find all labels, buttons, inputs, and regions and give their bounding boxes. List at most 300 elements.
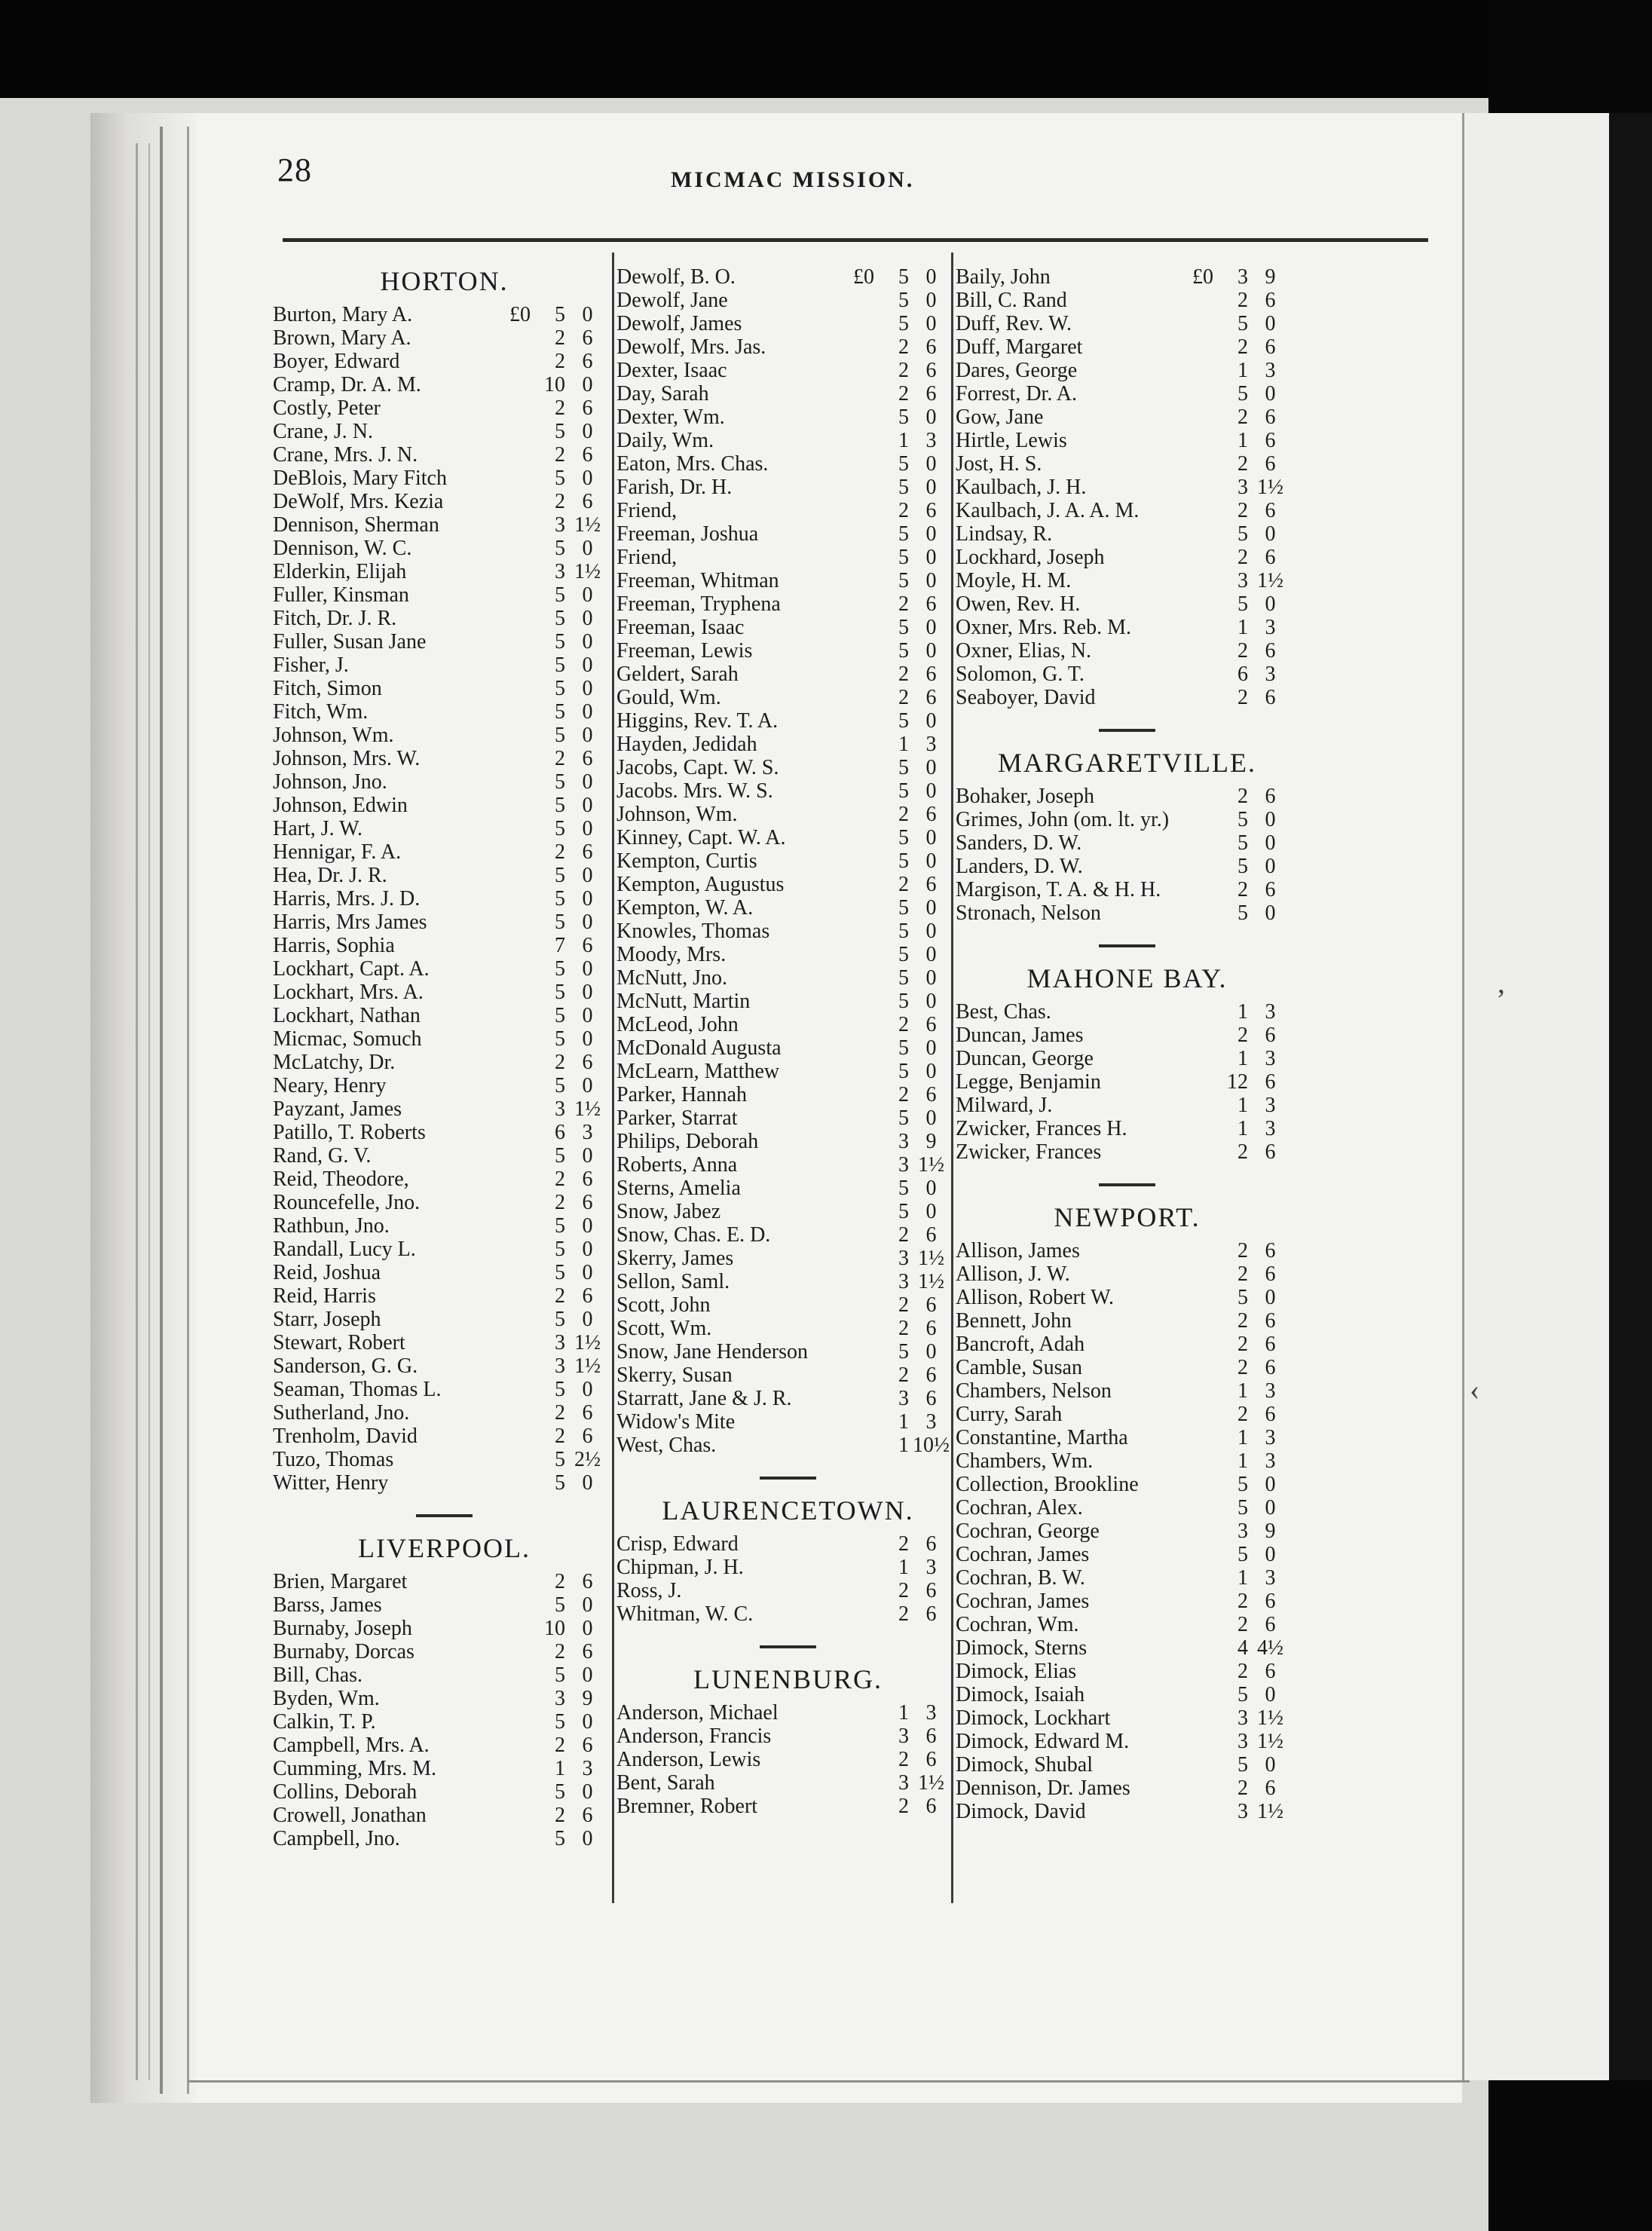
amount-pence: 0	[582, 1261, 593, 1284]
subscriber-name: Hirtle, Lewis	[956, 429, 1067, 452]
amount-shillings: 3	[1237, 569, 1248, 592]
subscriber-name: Dimock, David	[956, 1800, 1086, 1823]
amount-shillings: 1	[898, 429, 909, 452]
amount-pence: 3	[1265, 1000, 1276, 1024]
amount-shillings: 5	[1237, 901, 1248, 925]
amount-shillings: 3	[1237, 1800, 1248, 1823]
amount-shillings: 5	[1237, 1473, 1248, 1496]
subscriber-name: Fitch, Wm.	[273, 700, 369, 724]
subscriber-name: McDonald Augusta	[616, 1036, 782, 1060]
subscriber-row	[616, 639, 959, 663]
amount-shillings: 5	[898, 990, 909, 1013]
section-heading: LAURENCETOWN.	[662, 1495, 914, 1526]
subscriber-name: Tuzo, Thomas	[273, 1448, 394, 1471]
subscriber-row	[956, 452, 1299, 476]
subscriber-name: Harris, Mrs James	[273, 910, 427, 934]
amount-shillings: 2	[1237, 1309, 1248, 1333]
amount-shillings: 5	[898, 896, 909, 920]
subscriber-name: Dares, George	[956, 359, 1078, 382]
amount-pence: 6	[925, 1317, 937, 1340]
amount-pence: 0	[582, 700, 593, 724]
subscriber-row	[273, 1168, 616, 1191]
subscriber-row	[273, 1640, 616, 1663]
subscriber-name: Anderson, Francis	[616, 1725, 772, 1748]
subscriber-name: Owen, Rev. H.	[956, 592, 1081, 616]
amount-pence: 3	[925, 1701, 937, 1725]
amount-pence: 6	[925, 1795, 937, 1818]
amount-pence: 0	[582, 607, 593, 630]
subscriber-row	[956, 855, 1299, 878]
subscriber-row	[273, 490, 616, 513]
amount-pence: 9	[1265, 1519, 1276, 1543]
amount-shillings: 5	[555, 1144, 565, 1168]
subscriber-row	[956, 639, 1299, 663]
amount-shillings: 5	[1237, 312, 1248, 335]
subscriber-name: Cochran, George	[956, 1519, 1100, 1543]
amount-shillings: 5	[555, 537, 565, 560]
subscriber-name: Cochran, Alex.	[956, 1496, 1083, 1519]
subscriber-row	[273, 350, 616, 373]
amount-pence: 0	[1265, 855, 1276, 878]
amount-shillings: 5	[555, 700, 565, 724]
amount-shillings: 2	[898, 1602, 909, 1626]
subscriber-name: Freeman, Isaac	[616, 616, 745, 639]
amount-pence: 6	[1265, 639, 1276, 663]
amount-shillings: 5	[555, 887, 565, 910]
amount-pence: 0	[925, 522, 937, 546]
subscriber-row	[616, 686, 959, 709]
amount-shillings: 5	[555, 770, 565, 794]
amount-pence: 6	[582, 934, 593, 957]
amount-pence: 6	[582, 1425, 593, 1448]
amount-shillings: 2	[898, 499, 909, 522]
subscriber-name: Kempton, Curtis	[616, 849, 757, 873]
running-head: MICMAC MISSION.	[671, 167, 915, 192]
adjacent-page-shadow	[1609, 113, 1652, 2080]
amount-pence: 6	[582, 396, 593, 420]
subscriber-name: Barss, James	[273, 1593, 382, 1617]
amount-pence: 3	[925, 429, 937, 452]
subscriber-name: Ross, J.	[616, 1579, 682, 1602]
subscriber-row	[956, 405, 1299, 429]
amount-pence: 0	[582, 630, 593, 653]
amount-shillings: 2	[898, 1013, 909, 1036]
subscriber-row	[273, 1448, 616, 1471]
subscriber-row	[616, 1036, 959, 1060]
subscriber-name: Parker, Starrat	[616, 1106, 738, 1130]
amount-pence: 0	[925, 405, 937, 429]
subscriber-name: Dimock, Sterns	[956, 1636, 1088, 1660]
amount-shillings: 5	[555, 1027, 565, 1051]
amount-pence: 0	[925, 616, 937, 639]
amount-pence: 6	[1265, 499, 1276, 522]
subscriber-name: Reid, Harris	[273, 1284, 376, 1308]
amount-shillings: 2	[1237, 1590, 1248, 1613]
amount-pence: 6	[1265, 452, 1276, 476]
amount-shillings: 5	[555, 724, 565, 747]
subscriber-row	[616, 1701, 959, 1725]
subscriber-name: Elderkin, Elijah	[273, 560, 407, 583]
subscriber-name: Freeman, Whitman	[616, 569, 779, 592]
amount-shillings: 2	[898, 1532, 909, 1556]
section-heading: NEWPORT.	[1054, 1202, 1201, 1232]
subscriber-name: Camble, Susan	[956, 1356, 1082, 1379]
subscriber-row	[956, 335, 1299, 359]
section-heading: HORTON.	[380, 266, 509, 296]
amount-shillings: 5	[898, 405, 909, 429]
amount-shillings: 2	[555, 1734, 565, 1757]
amount-shillings: 5	[1237, 855, 1248, 878]
subscriber-row	[616, 1387, 959, 1410]
subscriber-name: Cumming, Mrs. M.	[273, 1757, 437, 1780]
subscriber-name: Crowell, Jonathan	[273, 1804, 427, 1827]
amount-shillings: 1	[1237, 1566, 1248, 1590]
subscriber-row	[956, 1262, 1299, 1286]
amount-pence: 0	[925, 990, 937, 1013]
amount-pence: 6	[582, 326, 593, 350]
amount-pence: 6	[582, 1804, 593, 1827]
amount-shillings: 5	[898, 616, 909, 639]
amount-shillings: 5	[898, 569, 909, 592]
subscriber-row	[273, 1425, 616, 1448]
subscriber-row	[956, 1753, 1299, 1777]
subscriber-row	[273, 1734, 616, 1757]
amount-shillings: 1	[1237, 1000, 1248, 1024]
subscriber-row	[273, 396, 616, 420]
subscriber-row	[616, 1083, 959, 1106]
amount-shillings: 5	[898, 265, 909, 289]
subscriber-row	[273, 1663, 616, 1687]
amount-pence: 6	[582, 1168, 593, 1191]
amount-shillings: 2	[898, 803, 909, 826]
subscriber-name: Sanderson, G. G.	[273, 1354, 418, 1378]
subscriber-name: Byden, Wm.	[273, 1687, 380, 1710]
subscriber-name: Dimock, Edward M.	[956, 1730, 1130, 1753]
subscriber-row	[616, 1771, 959, 1795]
subscriber-row	[273, 607, 616, 630]
subscriber-row	[616, 359, 959, 382]
amount-pence: 6	[1265, 546, 1276, 569]
subscriber-name: Johnson, Wm.	[273, 724, 394, 747]
amount-pence: 0	[582, 724, 593, 747]
amount-pence: 0	[925, 943, 937, 966]
amount-shillings: 5	[555, 1471, 565, 1495]
subscriber-name: Patillo, T. Roberts	[273, 1121, 426, 1144]
subscriber-name: Lockhart, Nathan	[273, 1004, 421, 1027]
amount-pence: 6	[925, 1532, 937, 1556]
subscriber-name: DeWolf, Mrs. Kezia	[273, 490, 444, 513]
subscriber-name: McLearn, Matthew	[616, 1060, 780, 1083]
subscriber-name: Lindsay, R.	[956, 522, 1053, 546]
subscriber-name: Margison, T. A. & H. H.	[956, 878, 1161, 901]
subscriber-name: Kempton, Augustus	[616, 873, 785, 896]
subscriber-name: Hart, J. W.	[273, 817, 363, 840]
subscriber-row	[273, 1687, 616, 1710]
amount-pence: 0	[582, 1378, 593, 1401]
subscriber-row	[273, 537, 616, 560]
amount-shillings: 5	[555, 1214, 565, 1238]
amount-pence: 6	[925, 1223, 937, 1247]
subscriber-row	[616, 943, 959, 966]
section-heading: LIVERPOOL.	[358, 1533, 531, 1563]
amount-pence: 0	[925, 312, 937, 335]
subscriber-name: Johnson, Wm.	[616, 803, 738, 826]
amount-pence: 6	[925, 663, 937, 686]
amount-pence: 0	[582, 794, 593, 817]
subscriber-row	[616, 663, 959, 686]
subscriber-row	[956, 901, 1299, 925]
subscriber-name: Reid, Joshua	[273, 1261, 381, 1284]
amount-shillings: 2	[898, 873, 909, 896]
amount-shillings: 2	[1237, 1660, 1248, 1683]
subscriber-name: Landers, D. W.	[956, 855, 1083, 878]
subscriber-name: Bancroft, Adah	[956, 1333, 1085, 1356]
amount-pence: 1½	[918, 1771, 944, 1795]
subscriber-name: Hennigar, F. A.	[273, 840, 402, 864]
subscriber-name: Trenholm, David	[273, 1425, 418, 1448]
subscriber-row	[616, 1317, 959, 1340]
amount-pence: 6	[1265, 785, 1276, 808]
subscriber-row	[956, 686, 1299, 709]
page-number: 28	[277, 151, 312, 188]
subscriber-name: Jacobs, Capt. W. S.	[616, 756, 779, 779]
subscriber-row	[273, 1757, 616, 1780]
amount-shillings: 5	[555, 1238, 565, 1261]
subscriber-row	[956, 1777, 1299, 1800]
subscriber-row	[956, 1613, 1299, 1636]
amount-shillings: 1	[898, 1556, 909, 1579]
section-separator	[1099, 944, 1155, 947]
subscriber-name: Solomon, G. T.	[956, 663, 1085, 686]
subscriber-row	[616, 1223, 959, 1247]
subscriber-name: Lockhart, Mrs. A.	[273, 981, 424, 1004]
amount-shillings: 3	[555, 1354, 565, 1378]
subscriber-name: Skerry, Susan	[616, 1363, 733, 1387]
amount-pence: 6	[1265, 1403, 1276, 1426]
amount-shillings: 2	[555, 1804, 565, 1827]
amount-shillings: 10	[544, 1617, 565, 1640]
subscriber-name: Chambers, Nelson	[956, 1379, 1112, 1403]
subscriber-row	[273, 560, 616, 583]
subscriber-name: Micmac, Somuch	[273, 1027, 422, 1051]
amount-pence: 0	[582, 583, 593, 607]
amount-shillings: 1	[898, 1701, 909, 1725]
section-separator	[1099, 729, 1155, 732]
page-margin-mark: ‹	[1470, 1373, 1480, 1406]
subscriber-row	[616, 896, 959, 920]
amount-shillings: 2	[555, 1191, 565, 1214]
subscriber-row	[956, 1519, 1299, 1543]
subscriber-name: Crane, Mrs. J. N.	[273, 443, 418, 467]
amount-shillings: 5	[1237, 808, 1248, 831]
subscriber-row	[273, 1471, 616, 1495]
amount-shillings: 5	[555, 910, 565, 934]
amount-shillings: 5	[898, 779, 909, 803]
amount-shillings: 7	[555, 934, 565, 957]
amount-pence: 0	[925, 709, 937, 733]
amount-pence: 1½	[574, 1097, 601, 1121]
subscriber-row	[616, 920, 959, 943]
amount-shillings: 3	[1237, 1730, 1248, 1753]
subscriber-row	[616, 1200, 959, 1223]
subscriber-row	[956, 1473, 1299, 1496]
amount-pounds: £0	[1192, 265, 1213, 289]
subscriber-name: Cochran, James	[956, 1590, 1090, 1613]
amount-pence: 0	[582, 1710, 593, 1734]
page-margin-mark: ‚	[1496, 966, 1507, 999]
amount-shillings: 2	[1237, 1262, 1248, 1286]
amount-shillings: 5	[898, 476, 909, 499]
subscriber-row	[616, 592, 959, 616]
subscriber-name: Brown, Mary A.	[273, 326, 411, 350]
subscriber-name: Curry, Sarah	[956, 1403, 1063, 1426]
page-bottom-edge	[188, 2080, 1470, 2083]
amount-shillings: 3	[1237, 1519, 1248, 1543]
amount-shillings: 2	[1237, 1356, 1248, 1379]
subscriber-row	[956, 1286, 1299, 1309]
subscriber-row	[273, 934, 616, 957]
amount-shillings: 5	[1237, 522, 1248, 546]
amount-shillings: 5	[555, 630, 565, 653]
subscriber-row	[616, 826, 959, 849]
subscriber-row	[273, 887, 616, 910]
subscriber-name: Kaulbach, J. H.	[956, 476, 1087, 499]
subscriber-name: Legge, Benjamin	[956, 1070, 1101, 1094]
subscriber-row	[616, 849, 959, 873]
amount-shillings: 1	[898, 1410, 909, 1434]
amount-pence: 6	[582, 1640, 593, 1663]
amount-shillings: 5	[898, 943, 909, 966]
amount-shillings: 5	[555, 864, 565, 887]
amount-shillings: 2	[1237, 1333, 1248, 1356]
amount-pence: 0	[1265, 808, 1276, 831]
subscriber-name: Geldert, Sarah	[616, 663, 739, 686]
subscriber-name: Campbell, Jno.	[273, 1827, 400, 1850]
subscriber-row	[273, 1261, 616, 1284]
subscriber-name: Bill, C. Rand	[956, 289, 1067, 312]
amount-shillings: 5	[555, 1004, 565, 1027]
subscriber-row	[956, 616, 1299, 639]
subscriber-row	[273, 1401, 616, 1425]
subscriber-name: Grimes, John (om. lt. yr.)	[956, 808, 1170, 831]
subscriber-row	[273, 981, 616, 1004]
subscriber-row	[956, 785, 1299, 808]
subscriber-row	[616, 1579, 959, 1602]
subscriber-row	[956, 1496, 1299, 1519]
amount-pence: 6	[925, 803, 937, 826]
amount-pence: 6	[1265, 1356, 1276, 1379]
subscriber-row	[273, 724, 616, 747]
amount-pence: 6	[925, 1725, 937, 1748]
amount-shillings: 2	[1237, 335, 1248, 359]
subscriber-row	[273, 513, 616, 537]
subscriber-row	[273, 910, 616, 934]
subscriber-name: Allison, James	[956, 1239, 1080, 1262]
subscriber-name: Johnson, Mrs. W.	[273, 747, 421, 770]
amount-shillings: 5	[555, 653, 565, 677]
amount-pence: 0	[582, 770, 593, 794]
amount-pence: 0	[582, 1308, 593, 1331]
subscriber-row	[616, 405, 959, 429]
subscriber-name: Stewart, Robert	[273, 1331, 405, 1354]
amount-pence: 1½	[574, 513, 601, 537]
amount-shillings: 3	[1237, 1706, 1248, 1730]
amount-shillings: 5	[898, 1106, 909, 1130]
subscriber-row	[273, 630, 616, 653]
amount-pence: 6	[1265, 1024, 1276, 1047]
subscriber-name: Dennison, Dr. James	[956, 1777, 1130, 1800]
subscriber-row	[273, 770, 616, 794]
subscriber-row	[956, 359, 1299, 382]
subscriber-row	[273, 1214, 616, 1238]
amount-shillings: 2	[1237, 1239, 1248, 1262]
subscriber-name: Dimock, Isaiah	[956, 1683, 1085, 1706]
subscriber-name: Fitch, Simon	[273, 677, 382, 700]
subscriber-row	[956, 1333, 1299, 1356]
amount-shillings: 2	[1237, 1613, 1248, 1636]
subscriber-row	[956, 476, 1299, 499]
subscriber-row	[616, 569, 959, 592]
subscriber-name: Dewolf, B. O.	[616, 265, 736, 289]
subscriber-row	[273, 1308, 616, 1331]
amount-pence: 6	[1265, 1262, 1276, 1286]
subscriber-name: Dexter, Isaac	[616, 359, 727, 382]
amount-shillings: 6	[555, 1121, 565, 1144]
amount-pence: 3	[582, 1757, 593, 1780]
amount-shillings: 5	[1237, 1543, 1248, 1566]
amount-pence: 6	[925, 359, 937, 382]
subscriber-name: Lockhard, Joseph	[956, 546, 1105, 569]
amount-shillings: 5	[555, 1663, 565, 1687]
amount-pence: 0	[582, 1617, 593, 1640]
amount-pence: 6	[925, 1013, 937, 1036]
subscriber-name: Boyer, Edward	[273, 350, 400, 373]
subscriber-row	[956, 1730, 1299, 1753]
scan-border-top	[0, 0, 1652, 98]
amount-shillings: 2	[898, 1317, 909, 1340]
amount-pence: 6	[1265, 405, 1276, 429]
subscriber-row	[956, 1356, 1299, 1379]
amount-pence: 0	[582, 817, 593, 840]
subscriber-name: Friend,	[616, 546, 678, 569]
subscriber-row	[616, 476, 959, 499]
section-separator	[1099, 1183, 1155, 1186]
subscriber-row	[956, 1094, 1299, 1117]
amount-shillings: 2	[1237, 405, 1248, 429]
subscriber-name: Seaman, Thomas L.	[273, 1378, 442, 1401]
subscriber-row	[273, 1710, 616, 1734]
subscriber-name: Costly, Peter	[273, 396, 381, 420]
amount-pence: 6	[1265, 1613, 1276, 1636]
amount-pence: 6	[925, 1387, 937, 1410]
subscriber-name: Brien, Margaret	[273, 1570, 408, 1593]
subscriber-name: Bennett, John	[956, 1309, 1072, 1333]
amount-shillings: 2	[1237, 499, 1248, 522]
amount-pence: 0	[582, 420, 593, 443]
amount-shillings: 2	[555, 350, 565, 373]
amount-shillings: 5	[898, 639, 909, 663]
amount-pence: 1½	[574, 1354, 601, 1378]
subscriber-name: Daily, Wm.	[616, 429, 714, 452]
amount-shillings: 6	[1237, 663, 1248, 686]
amount-pence: 0	[925, 756, 937, 779]
subscriber-row	[616, 1106, 959, 1130]
amount-pence: 1½	[918, 1270, 944, 1293]
amount-pence: 6	[925, 592, 937, 616]
amount-pence: 6	[1265, 1140, 1276, 1164]
subscriber-row	[616, 522, 959, 546]
amount-shillings: 1	[1237, 1426, 1248, 1449]
